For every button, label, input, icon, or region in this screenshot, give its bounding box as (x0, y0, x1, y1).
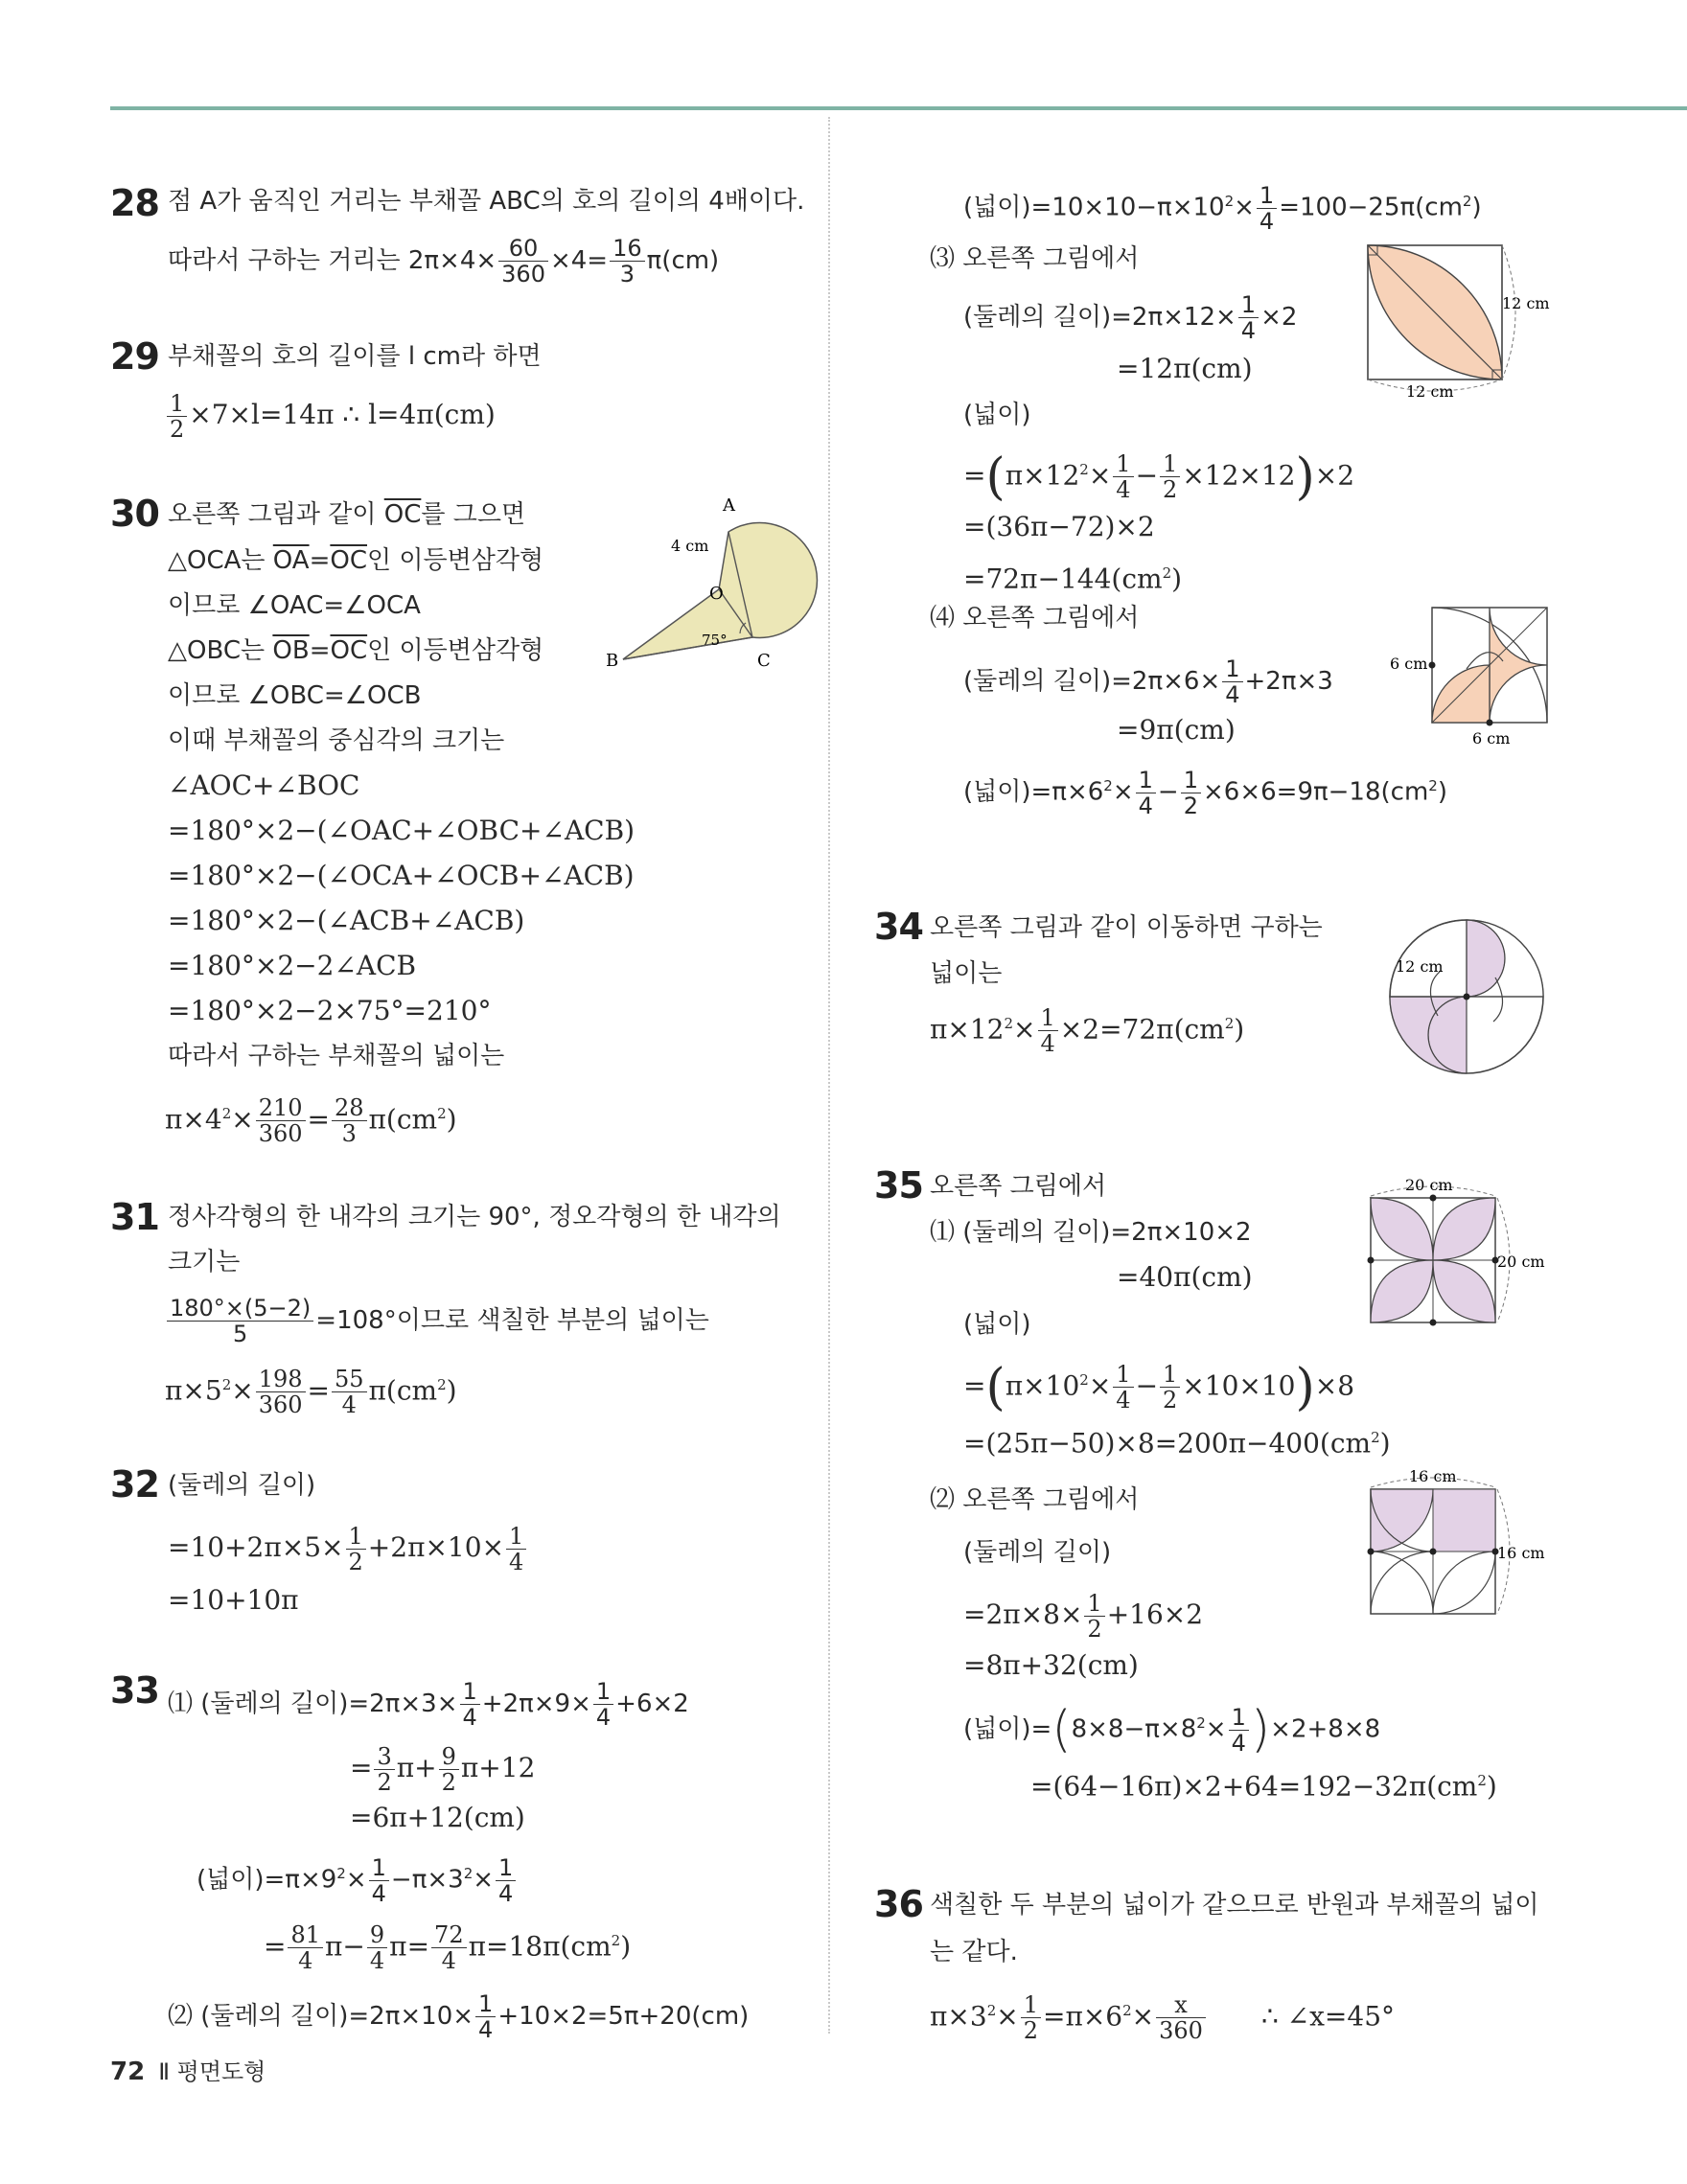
p35-line1: ⑴ (둘레의 길이)=2π×10×2 (930, 1218, 1252, 1247)
r3-heading: ⑶ 오른쪽 그림에서 (930, 244, 1140, 273)
problem-number-36: 36 (874, 1883, 923, 1925)
page-footer (110, 2053, 266, 2086)
header-rule (110, 106, 1687, 110)
r4-line3: (넓이)$=\pi\times 6^2\times$ $\frac{1}{4}$ − $\frac{1}{2}$ $\times 6\times 6=9\pi-18(cm^2)$ (963, 766, 1447, 819)
p36-line1: 색칠한 두 부분의 넓이가 같으므로 반원과 부채꼴의 넓이 (930, 1891, 1539, 1920)
p30-line14: $\pi\times 4^2\times$ $\frac{210}{360}$ = $\frac{28}{3}$ $\pi(cm^2)$ (165, 1094, 457, 1148)
r4-heading: ⑷ 오른쪽 그림에서 (930, 604, 1140, 632)
p30-line12: =180°×2−2×75°=210° (168, 995, 492, 1026)
r3-line6: $=72\pi-144(cm^2)$ (963, 563, 1183, 595)
p33-line6: ⑵ (둘레의 길이)=2π×10× $\frac{1}{4}$ +10×2=5π+20(cm) (168, 1990, 750, 2043)
figure-34 (1380, 910, 1553, 1083)
p35-line4: $=(\pi\times 10^2\times$ $\frac{1}{4}$ − $\frac{1}{2}$ ×10×10)×8 (963, 1358, 1355, 1416)
p35-line8: =8π+32(cm) (963, 1649, 1139, 1681)
figure-35-2 (1361, 1468, 1553, 1621)
label-6cm-a: 6 cm (1390, 655, 1428, 673)
problem-number-32: 32 (110, 1463, 159, 1506)
p30-line4: △OBC는 $\overline{OB}=\overline{OC}$인 이등변삼각형 (168, 636, 544, 665)
p33-line4: (넓이)$=\pi\times 9^2\times$ $\frac{1}{4}$ $-\pi\times 3^2\times$ $\frac{1}{4}$ (196, 1854, 518, 1906)
problem-number-28: 28 (110, 182, 159, 224)
section-title: Ⅱ 평면도형 (158, 2058, 266, 2085)
p30-line10: =180°×2−(∠ACB+∠ACB) (168, 905, 525, 936)
p29-line1: 부채꼴의 호의 길이를 l cm라 하면 (168, 342, 542, 371)
problem-number-33: 33 (110, 1669, 159, 1712)
p35-line5: $=(25\pi-50)\times 8=200\pi-400(cm^2)$ (963, 1427, 1391, 1460)
p35-line9: (넓이)$=(8\times 8-\pi\times 8^2\times$ $\frac{1}{4}$ )×2+8×8 (963, 1701, 1381, 1759)
p33-line2: = $\frac{3}{2}$ π+ $\frac{9}{2}$ π+12 (350, 1743, 536, 1796)
p32-line2: =10+2π×5× $\frac{1}{2}$ +2π×10× $\frac{1}{4}$ (168, 1524, 528, 1575)
label-16cm-b: 16 cm (1497, 1544, 1545, 1562)
label-o: O (709, 584, 724, 604)
p31-line1: 정사각형의 한 내각의 크기는 90°, 정오각형의 한 내각의 (168, 1203, 781, 1231)
problem-number-29: 29 (110, 335, 159, 378)
p32-line3: =10+10π (168, 1584, 299, 1616)
label-12cm-b: 12 cm (1406, 382, 1454, 401)
label-16cm-a: 16 cm (1409, 1467, 1457, 1485)
label-12cm-34: 12 cm (1396, 957, 1444, 976)
label-20cm-b: 20 cm (1497, 1253, 1545, 1271)
p30-line8: =180°×2−(∠OAC+∠OBC+∠ACB) (168, 815, 636, 846)
p30-line1: 오른쪽 그림과 같이 $\overline{OC}$를 그으면 (168, 500, 526, 529)
figure-33-4 (1380, 602, 1562, 755)
p35-line2: =40π(cm) (1117, 1261, 1253, 1293)
p34-line1: 오른쪽 그림과 같이 이동하면 구하는 (930, 913, 1323, 942)
label-4cm: 4 cm (671, 537, 709, 555)
p30-line9: =180°×2−(∠OCA+∠OCB+∠ACB) (168, 860, 635, 891)
sector-figure-30 (606, 494, 805, 685)
r33-area-line: (넓이)$=10\times 10-\pi\times 10^2\times$ $\frac{1}{4}$ $=100-25\pi(cm^2)$ (963, 181, 1482, 235)
label-b: B (606, 651, 619, 671)
label-6cm-b: 6 cm (1472, 729, 1511, 747)
r3-line1: (둘레의 길이)=2π×12× $\frac{1}{4}$ ×2 (963, 291, 1298, 344)
p33-line5: = $\frac{81}{4}$ π− $\frac{9}{4}$ π= $\frac{72}{4}$ $\pi=18\pi(cm^2)$ (264, 1921, 632, 1975)
p34-line3: $\pi\times 12^2\times$ $\frac{1}{4}$ $\times 2=72\pi(cm^2)$ (930, 1004, 1245, 1058)
problem-number-35: 35 (874, 1164, 923, 1207)
p30-line6: 이때 부채꼴의 중심각의 크기는 (168, 726, 505, 755)
p36-line3: $\pi\times 3^2\times$ $\frac{1}{2}$ $=\pi\times 6^2\times$ $\frac{x}{360}$ ∴ ∠x=45° (930, 1991, 1396, 2045)
r4-line1: (둘레의 길이)=2π×6× $\frac{1}{4}$ +2π×3 (963, 655, 1333, 708)
r3-line5: =(36π−72)×2 (963, 511, 1155, 542)
label-75deg: 75° (702, 632, 728, 649)
p36-line2: 는 같다. (930, 1938, 1018, 1966)
p28-line2: 따라서 구하는 거리는 2π×4× $\frac{60}{360}$ ×4= $\frac{16}{3}$ π(cm) (168, 235, 720, 287)
p30-line5: 이므로 ∠OBC=∠OCB (168, 681, 422, 710)
p35-line10: $=(64-16\pi)\times 2+64=192-32\pi(cm^2)$ (1030, 1770, 1497, 1803)
label-12cm-a: 12 cm (1502, 294, 1550, 312)
p30-line3: 이므로 ∠OAC=∠OCA (168, 591, 421, 620)
p35-line6: (둘레의 길이) (963, 1538, 1112, 1567)
p35-heading: 오른쪽 그림에서 (930, 1172, 1107, 1201)
p35-line7: =2π×8× $\frac{1}{2}$ +16×2 (963, 1590, 1204, 1643)
p31-line4: $\pi\times 5^2\times$ $\frac{198}{360}$ = $\frac{55}{4}$ $\pi(cm^2)$ (165, 1366, 457, 1419)
label-c: C (757, 651, 771, 671)
r3-line3: (넓이) (963, 401, 1031, 429)
problem-number-31: 31 (110, 1196, 159, 1238)
problem-number-30: 30 (110, 493, 159, 535)
figure-35-1 (1361, 1177, 1553, 1330)
problem-number-34: 34 (874, 906, 923, 948)
figure-33-3 (1356, 238, 1548, 405)
p31-line2: 크기는 (168, 1248, 241, 1276)
r3-line2: =12π(cm) (1117, 353, 1253, 384)
p33-line1: ⑴ (둘레의 길이)=2π×3× $\frac{1}{4}$ +2π×9× $\frac{1}{4}$ +6×2 (168, 1678, 689, 1731)
p30-line7: ∠AOC+∠BOC (168, 770, 360, 801)
p35-heading2: ⑵ 오른쪽 그림에서 (930, 1485, 1140, 1514)
label-a: A (723, 495, 735, 516)
p30-line11: =180°×2−2∠ACB (168, 950, 417, 981)
p31-line3: $\frac{180^\circ\times(5-2)}{5}$ =108°이므로 색칠한 부분의 넓이는 (165, 1296, 709, 1346)
p35-line3: (넓이) (963, 1310, 1031, 1339)
p30-line13: 따라서 구하는 부채꼴의 넓이는 (168, 1042, 505, 1070)
p29-line2: $\frac{1}{2}$ ×7×l=14π ∴ l=4π(cm) (165, 391, 496, 442)
p34-line2: 넓이는 (930, 959, 1003, 988)
p30-line2: △OCA는 $\overline{OA}=\overline{OC}$인 이등변삼각형 (168, 546, 544, 575)
label-20cm-a: 20 cm (1405, 1176, 1453, 1194)
column-divider (828, 117, 830, 2034)
p28-line1: 점 A가 움직인 거리는 부채꼴 ABC의 호의 길이의 4배이다. (168, 187, 805, 216)
p32-line1: (둘레의 길이) (168, 1471, 316, 1500)
r4-line2: =9π(cm) (1117, 714, 1236, 746)
r3-line4: $=(\pi\times 12^2\times$ $\frac{1}{4}$ − $\frac{1}{2}$ ×12×12)×2 (963, 448, 1355, 506)
p33-line3: =6π+12(cm) (350, 1802, 525, 1833)
page-number: 72 (110, 2058, 146, 2086)
